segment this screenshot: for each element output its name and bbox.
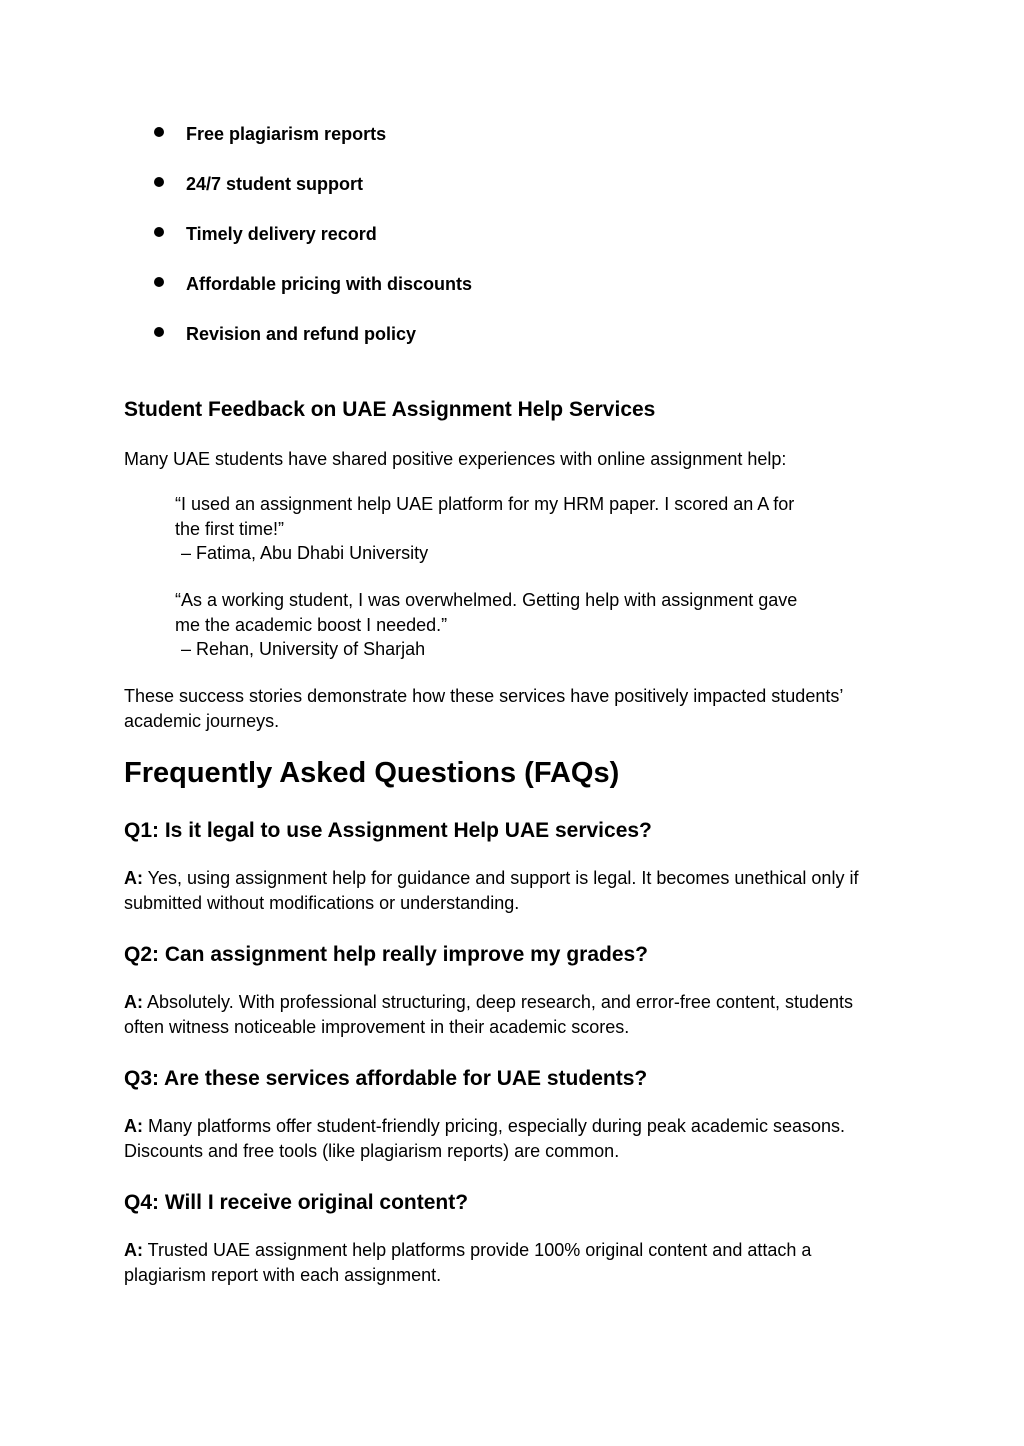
answer-text: Absolutely. With professional structuring, deep research, and error-free content, students [143, 992, 854, 1012]
answer-text: submitted without modifications or understanding. [124, 893, 520, 913]
answer-label: A: [124, 1240, 143, 1260]
bullet-dot-icon [154, 327, 164, 337]
answer-label: A: [124, 868, 143, 888]
answer-text: Many platforms offer student-friendly pricing, especially during peak academic seasons. [143, 1116, 846, 1136]
bullet-text: 24/7 student support [186, 174, 364, 194]
answer-text: Yes, using assignment help for guidance and support is legal. It becomes unethical only if [143, 868, 859, 888]
bullet-text: Timely delivery record [186, 224, 377, 244]
feedback-intro: Many UAE students have shared positive experiences with online assignment help: [124, 449, 787, 469]
answer-text: plagiarism report with each assignment. [124, 1265, 442, 1285]
bullet-dot-icon [154, 127, 164, 137]
faq-question: Q2: Can assignment help really improve my grades? [124, 943, 649, 966]
faq-question: Q3: Are these services affordable for UAE students? [124, 1067, 648, 1090]
quote-text-line: the first time!” [175, 518, 285, 539]
paragraph-line: academic journeys. [124, 711, 280, 731]
faq-answer [124, 1238, 811, 1288]
bullet-dot-icon [154, 177, 164, 187]
answer-text: Discounts and free tools (like plagiarism reports) are common. [124, 1141, 620, 1161]
feedback-heading: Student Feedback on UAE Assignment Help Services [124, 398, 656, 421]
faq-answer [124, 1114, 845, 1164]
feedback-closing [124, 684, 843, 734]
paragraph-line: These success stories demonstrate how these services have positively impacted students’ [124, 686, 844, 706]
testimonial-quote [175, 588, 797, 662]
quote-text-line: “As a working student, I was overwhelmed. Getting help with assignment gave [175, 590, 798, 610]
bullet-text: Free plagiarism reports [186, 124, 387, 144]
bullet-text: Revision and refund policy [186, 324, 417, 344]
answer-label: A: [124, 992, 143, 1012]
faq-heading: Frequently Asked Questions (FAQs) [124, 757, 620, 789]
answer-text: often witness noticeable improvement in their academic scores. [124, 1017, 630, 1037]
answer-text: Trusted UAE assignment help platforms provide 100% original content and attach a [143, 1240, 812, 1260]
testimonial-quote [175, 492, 794, 566]
faq-question: Q1: Is it legal to use Assignment Help UAE services? [124, 819, 652, 842]
bullet-text: Affordable pricing with discounts [186, 274, 473, 294]
faq-answer [124, 866, 858, 916]
bullet-dot-icon [154, 227, 164, 237]
quote-text-line: me the academic boost I needed.” [175, 614, 448, 635]
bullet-dot-icon [154, 277, 164, 287]
faq-question: Q4: Will I receive original content? [124, 1191, 469, 1214]
quote-attribution: – Rehan, University of Sharjah [181, 639, 426, 659]
quote-text-line: “I used an assignment help UAE platform for my HRM paper. I scored an A for [175, 494, 795, 514]
faq-answer [124, 990, 853, 1040]
answer-label: A: [124, 1116, 143, 1136]
quote-attribution: – Fatima, Abu Dhabi University [181, 543, 429, 563]
